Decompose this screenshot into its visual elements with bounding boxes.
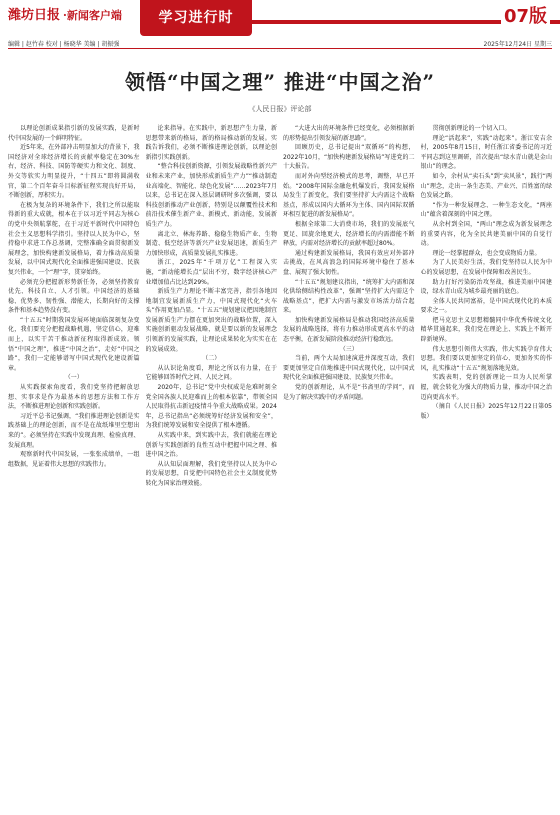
staff-credits: 编辑 | 赵竹春 校对 | 杨晓华 美编 | 胡振强: [8, 41, 120, 48]
article-paragraph: 从余村到全国，“两山”理念成为新发展理念的重要内容，化为全民共建美丽中国的自觉行动。: [420, 220, 552, 248]
article-paragraph: 从实践中来，到实践中去，我们就能在理论创新与实践创新的良性互动中把握中国之理、推进中国之治。: [145, 432, 277, 459]
article-paragraph: 从实践探索角度看，我们党坚持把解放思想、实事求是作为最基本的思想方法和工作方法，不断推进理论创新和实践创新。: [8, 384, 140, 411]
article-paragraph: 近5年来，在外部冲击明显加大的背景下，我国经济对全球经济增长的贡献率稳定在30%左右，经济、科技、国防等硬实力和文化、制度、外交等软实力明显提升，“十四五”即将圆满收官，第二个百年奋斗目标新征程实现良好开局，不断创新，厚积实力。: [8, 144, 140, 200]
article-paragraph: （二）: [202, 355, 221, 363]
article-paragraph: 从认识论角度看，理论之所以有力量，在于它能够回答时代之问、人民之问。: [145, 364, 277, 382]
article-paragraph: “整合科技创新资源，引领发展战略性新兴产业和未来产业，加快形成新质生产力”“推动制造业高端化、智能化、绿色化发展”……2023年7月以来，总书记在深入基层调研时多次强调，要以科技创新推动产业创新，特别是以颠覆性技术和前沿技术催生新产业、新模式、新动能，发展新质生产力。: [145, 163, 277, 228]
article-paragraph: “十五五”规划建议指出，“统筹扩大内需和深化供给侧结构性改革”，强调“坚持扩大内需这个战略基点”，把扩大内需与激发市场活力结合起来。: [283, 278, 415, 315]
article-paragraph: 党的创新理论，从不是“书斋里的学问”，而是为了解决实践中的矛盾问题。: [283, 384, 415, 401]
article-paragraph: “十五五”时期我国发展环境面临深刻复杂变化，我们要充分把握战略机遇，坚定信心，迎难而上，以实干苦干推动新征程取得新成效。领悟“中国之理”，推进“中国之治”，走好“中国之路”，我们一定能够谱写中国式现代化建设新篇章。: [8, 316, 140, 372]
article-paragraph: “作为一种发展理念、一种生态文化，“两座山”蕴含着深刻的中国之理。: [420, 201, 552, 219]
article-paragraph: 理论“活起来”，实践“动起来”。浙江安吉余村，2005年8月15日，时任浙江省委书记的习近平同志到这里调研，首次提出“绿水青山就是金山银山”的理念。: [420, 134, 552, 171]
article-paragraph: 在极为复杂的环境条件下，我们之所以能取得新的重大成就，根本在于以习近平同志为核心的党中央领航掌舵，在于习近平新时代中国特色社会主义思想科学指引。坚持以人民为中心，坚持稳中求进工作总基调，完整准确全面贯彻新发展理念，加快构建新发展格局，着力推动高质量发展，以中国式现代化全面推进强国建设、民族复兴伟业，一个“理”字，贯穿始终。: [8, 201, 140, 276]
article-paragraph: 实践表明，党的创新理论一旦为人民所掌握，就会转化为强大的物质力量，推动中国之治迈向更高水平。: [420, 374, 552, 401]
article-paragraph: 观察新时代中国发展，一张张成绩单，一组组数据，见证着伟大思想的实践伟力。: [8, 451, 140, 468]
article-paragraph: 通过构建新发展格局，我国有效应对外部冲击挑战，在风高浪急的国际环境中稳住了基本盘、展现了强大韧性。: [283, 249, 415, 276]
article-column: [283, 124, 415, 812]
article-paragraph: 贯彻创新理论的一个切入口。: [432, 125, 511, 132]
newspaper-name: 潍坊日报: [8, 8, 61, 23]
article-paragraph: 回顾历史，总书记提出“双循环”的构想，2022年10月，“加快构建新发展格局”写进党的二十大报告。: [283, 144, 415, 171]
article-paragraph: 如今，余村从“卖石头”到“卖风景”，践行“两山”理念，走出一条生态美、产业兴、百姓富的绿色发展之路。: [420, 172, 552, 200]
article-source: 《人民日报》评论部: [248, 105, 312, 113]
article-paragraph: 习近平总书记强调，“我们推进理论创新是实践基础上的理论创新，而不是在故纸堆里空想出来的”。必须坚持在实践中发现真理、检验真理、发展真理。: [8, 412, 140, 449]
article-paragraph: 全体人民共同富裕，是中国式现代化的本质要求之一。: [420, 297, 552, 315]
article-column: [8, 124, 140, 812]
issue-date: 2025年12月24日 星期三: [483, 41, 552, 48]
article-paragraph: （一）: [64, 374, 83, 382]
article-paragraph: 助力打好污染防治攻坚战，推进美丽中国建设，绿水青山成为城乡最亮丽的底色。: [420, 278, 552, 296]
article-paragraph: 从认知层面理解，我们党坚持以人民为中心的发展思想，自觉把中国特色社会主义制度优势转化为国家治理效能。: [145, 460, 277, 487]
page-header: [0, 0, 560, 36]
article-paragraph: 理论一经掌握群众，也会变成物质力量。: [432, 249, 541, 257]
article-paragraph: 根据全球第二大消费市场，我们的发展底气更足、回旋余地更大，经济增长的内需潜能不断释放，内需对经济增长的贡献率超过80%。: [283, 220, 415, 248]
newspaper-logo: [8, 4, 122, 23]
article-paragraph: “大进大出的环境条件已经变化，必须根据新的形势提出引领发展的新思路”。: [283, 125, 415, 142]
article-paragraph: 而对外向型经济模式的思考，调整，早已开始。“2008年国际金融危机爆发后，我国发展格局发生了新变化，我们要坚持扩大内需这个战略基点，形成以国内大循环为主体、国内国际双循环相互促进的新发展格局”。: [283, 172, 415, 219]
article-paragraph: 伟大思想引领伟大实践，伟大实践孕育伟大思想。我们要以更加坚定的信心、更加务实的作风，扎实推动“十五五”规划落地见效。: [420, 345, 552, 372]
article-paragraph: （三）: [339, 345, 358, 353]
article-paragraph: 新质生产力理论不断丰富完善，指引各地因地制宜发展新质生产力，中国式现代化“火车头”作用更加凸显。“十五五”规划建议把因地制宜发展新质生产力摆在更加突出的战略位置，深入实施创新驱动发展战略，就是要以新的发展理念引领新的发展实践，让理论成果转化为实实在在的发展成效。: [145, 288, 277, 353]
article-paragraph: 把马克思主义思想精髓同中华优秀传统文化精华贯通起来，我们党在理论上、实践上不断开辟新境界。: [420, 316, 552, 344]
article-paragraph: 论来指导。在实践中，新思想产生力量，新思想带来新的格局，新的格局推动新的发展。实践告诉我们，必须不断推进理论创新，以理论创新指引实践创新。: [145, 125, 277, 161]
article-paragraph: 当前，两个大局加速演进并深度互动，我们要更加坚定自信地推进中国式现代化，以中国式现代化全面推进强国建设、民族复兴伟业。: [283, 355, 415, 382]
article-paragraph: 为了人民美好生活，我们党坚持以人民为中心的发展思想，在发展中保障和改善民生。: [420, 259, 552, 276]
article-paragraph: 离北立、林海养路、稳稳生物质产业、生物制造、低空经济等新兴产业发展迅速，新质生产力加快形成，高质量发展扎实推进。: [145, 230, 277, 257]
meta-line: [8, 38, 552, 49]
article-column: [421, 124, 553, 812]
newspaper-subname: ·新闻客户端: [63, 9, 122, 22]
article-paragraph: 2020年，总书记“党中央权威是危难时刻全党全国各族人民迎难而上的根本依靠”，带领全国人民取得抗击新冠疫情斗争重大战略成果。2024年，总书记指出“必须统筹好经济发展和安全”，为我们统筹发展和安全提供了根本遵循。: [145, 384, 277, 430]
article-title: 领悟“中国之理” 推进“中国之治”: [125, 70, 435, 94]
article-column: [146, 124, 278, 812]
article-body: [8, 124, 552, 812]
article-paragraph: 以理论创新成果指引新的发展实践，是新时代中国发展的一个鲜明特征。: [8, 125, 140, 142]
article-paragraph: 加快构建新发展格局是推动我国经济高质量发展的战略选择，将有力推动形成更高水平的动态平衡，在新发展阶段推动经济行稳致远。: [283, 316, 415, 344]
column-tab: 学习进行时: [140, 0, 252, 36]
article-paragraph: 必须充分把握新形势新任务，必须坚持教育优先、科技自立、人才引领。中国经济的基础稳、优势多、韧性强、潜能大，长期向好的支撑条件和基本趋势没有变。: [8, 278, 140, 315]
article-paragraph: 浙江，2025年“千项万亿”工程深入实施，“新动能增长点”层出不穷，数字经济核心产业增加值占比达到29%。: [145, 259, 277, 286]
article-paragraph: （摘自《人民日报》2025年12月22日第05版）: [420, 403, 552, 420]
page-number: 07版: [501, 2, 550, 28]
